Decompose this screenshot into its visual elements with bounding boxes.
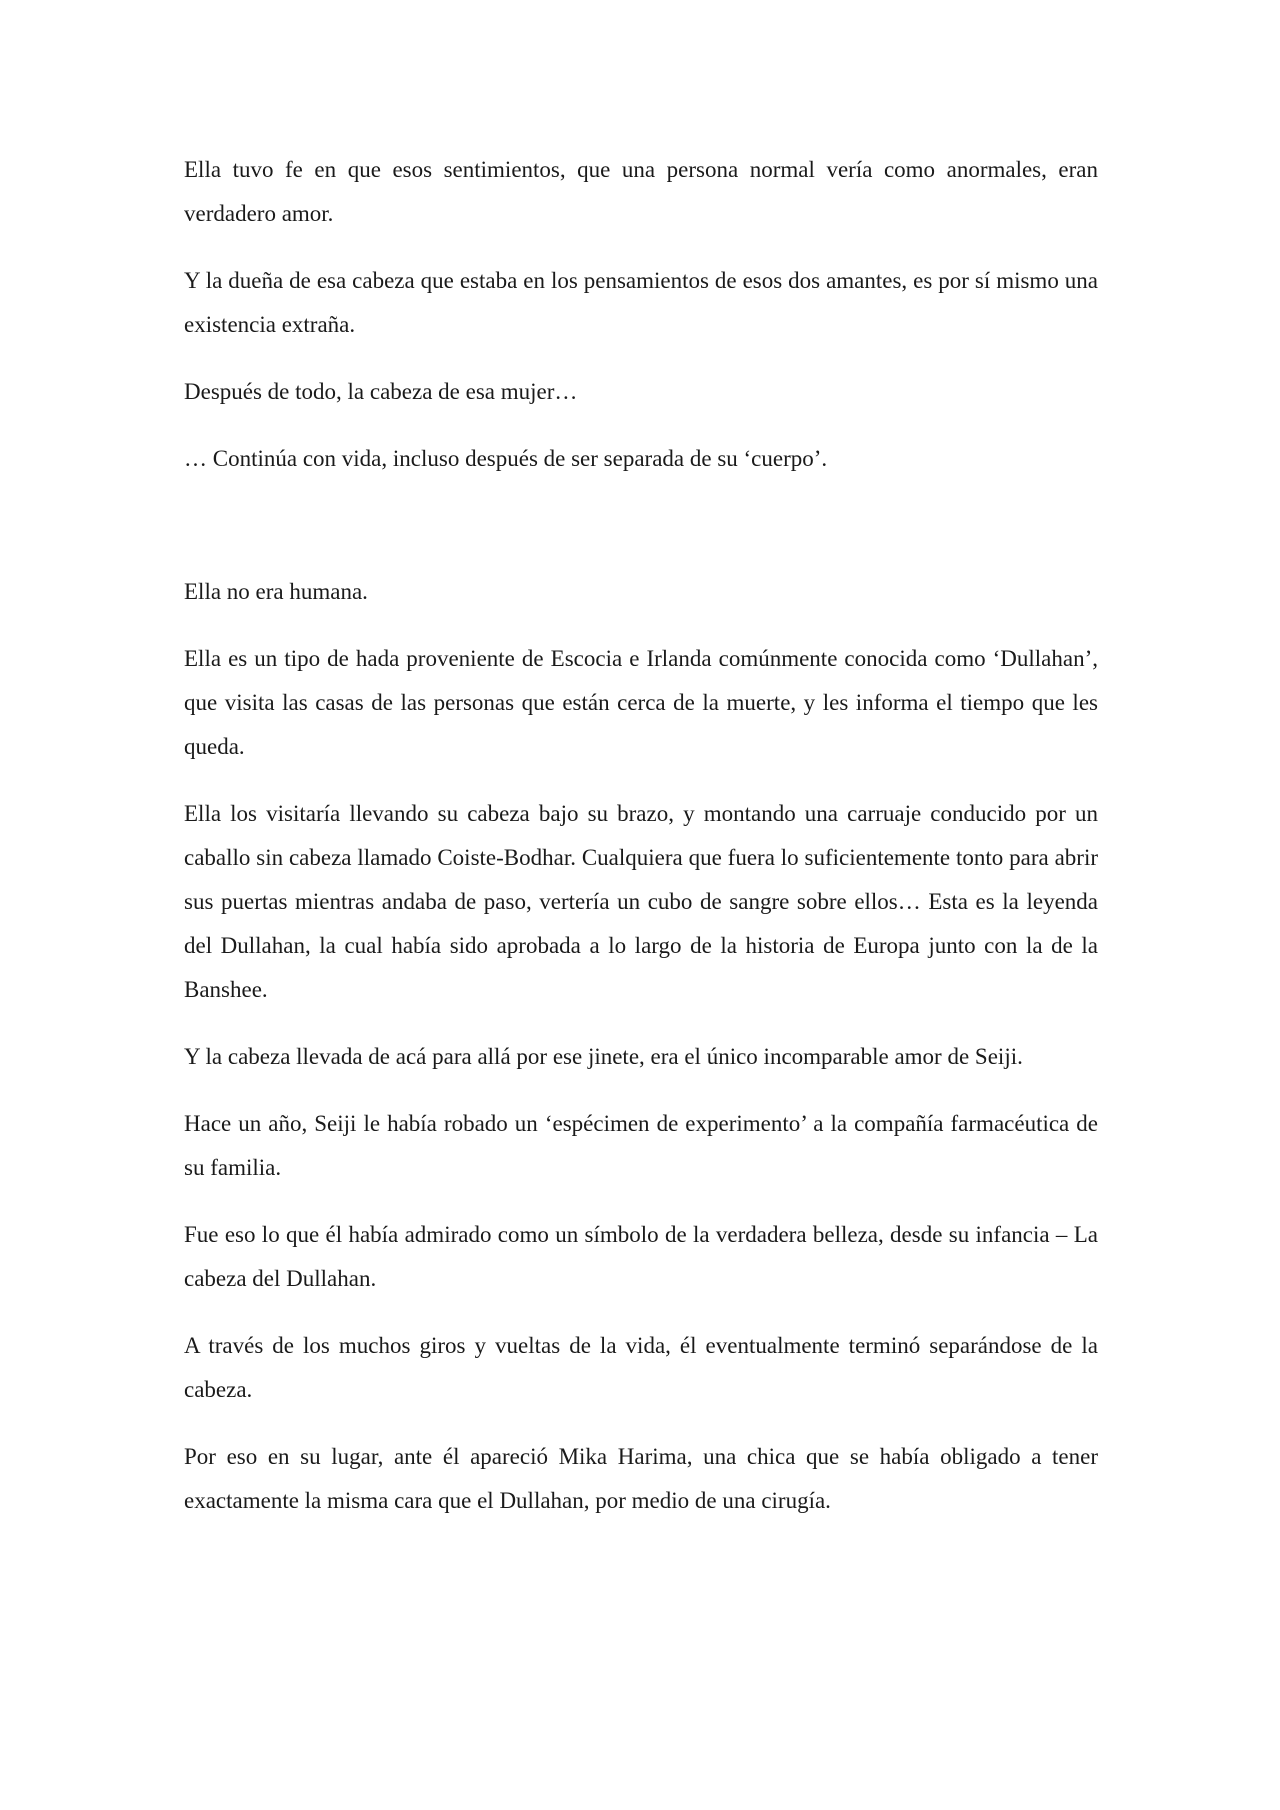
paragraph: Después de todo, la cabeza de esa mujer… (184, 379, 578, 404)
paragraph: A través de los muchos giros y vueltas de la vida, él eventualmente terminó separándose de la cabeza. (184, 1333, 1098, 1402)
paragraph: Ella los visitaría llevando su cabeza bajo su brazo, y montando una carruaje conducido por un caballo sin cabeza llamado Coiste-Bodhar. Cualquiera que fuera lo suficientemente tonto para abrir sus puertas mientras andaba de paso, vertería un cubo de sangre sobre ellos… Esta es la leyenda del Dullahan, la cual había sido aprobada a lo largo de la historia de Europa junto con la de la Banshee. (184, 801, 1098, 1002)
paragraph: Fue eso lo que él había admirado como un símbolo de la verdadera belleza, desde su infancia – La cabeza del Dullahan. (184, 1222, 1098, 1291)
paragraph: Ella es un tipo de hada proveniente de Escocia e Irlanda comúnmente conocida como ‘Dullahan’, que visita las casas de las personas que están cerca de la muerte, y les informa el tiempo que les queda. (184, 646, 1098, 759)
paragraph: Ella tuvo fe en que esos sentimientos, que una persona normal vería como anormales, eran verdadero amor. (184, 157, 1098, 226)
paragraph: Ella no era humana. (184, 579, 368, 604)
text-column (184, 148, 1098, 1546)
paragraph: … Continúa con vida, incluso después de ser separada de su ‘cuerpo’. (184, 446, 828, 471)
paragraph: Hace un año, Seiji le había robado un ‘espécimen de experimento’ a la compañía farmacéutica de su familia. (184, 1111, 1098, 1180)
paragraph: Por eso en su lugar, ante él apareció Mika Harima, una chica que se había obligado a tener exactamente la misma cara que el Dullahan, por medio de una cirugía. (184, 1444, 1098, 1513)
paragraph: Y la dueña de esa cabeza que estaba en los pensamientos de esos dos amantes, es por sí mismo una existencia extraña. (184, 268, 1098, 337)
section-break (184, 504, 1098, 570)
paragraph: Y la cabeza llevada de acá para allá por ese jinete, era el único incomparable amor de Seiji. (184, 1044, 1023, 1069)
